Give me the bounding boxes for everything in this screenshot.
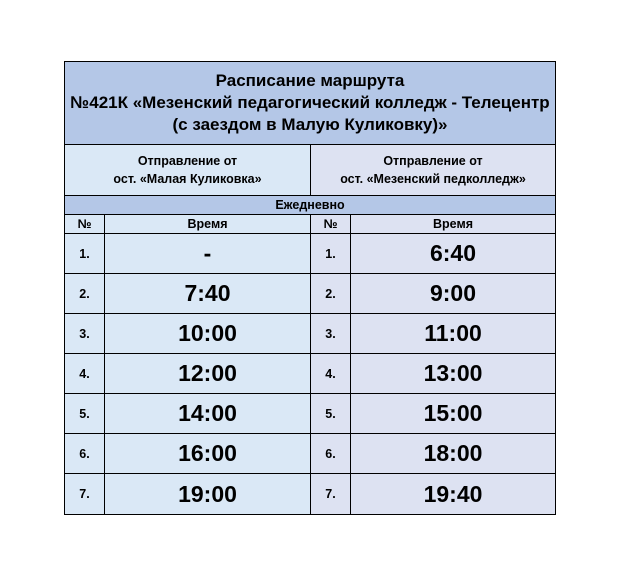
row-number-right: 6.	[311, 434, 351, 473]
departure-right-line-1: Отправление от	[383, 154, 483, 168]
column-header-time-right: Время	[351, 215, 555, 233]
title-line-1: Расписание маршрута	[215, 71, 405, 90]
table-row	[65, 474, 555, 514]
schedule-table	[64, 61, 556, 515]
row-number-left: 1.	[65, 234, 105, 273]
departure-time-left: -	[105, 234, 311, 273]
departure-time-right: 6:40	[351, 234, 555, 273]
column-header-row	[65, 215, 555, 234]
column-header-num-left: №	[65, 215, 105, 233]
departure-time-left: 10:00	[105, 314, 311, 353]
row-number-right: 5.	[311, 394, 351, 433]
row-number-left: 2.	[65, 274, 105, 313]
row-number-left: 6.	[65, 434, 105, 473]
departure-time-right: 11:00	[351, 314, 555, 353]
table-row	[65, 234, 555, 274]
departure-time-left: 19:00	[105, 474, 311, 514]
table-row	[65, 314, 555, 354]
row-number-left: 4.	[65, 354, 105, 393]
row-number-right: 7.	[311, 474, 351, 514]
row-number-right: 3.	[311, 314, 351, 353]
departure-time-left: 7:40	[105, 274, 311, 313]
departure-time-right: 18:00	[351, 434, 555, 473]
column-header-num-right: №	[311, 215, 351, 233]
table-row	[65, 394, 555, 434]
row-number-right: 1.	[311, 234, 351, 273]
departure-time-left: 16:00	[105, 434, 311, 473]
departure-right-header	[311, 145, 555, 195]
departure-time-right: 13:00	[351, 354, 555, 393]
departure-time-left: 12:00	[105, 354, 311, 393]
schedule-title	[65, 62, 555, 145]
column-header-time-left: Время	[105, 215, 311, 233]
title-line-2: №421К «Мезенский педагогический колледж - Телецентр	[70, 93, 550, 112]
departure-time-right: 9:00	[351, 274, 555, 313]
table-row	[65, 354, 555, 394]
row-number-right: 4.	[311, 354, 351, 393]
departure-time-right: 15:00	[351, 394, 555, 433]
row-number-left: 7.	[65, 474, 105, 514]
departure-left-line-1: Отправление от	[137, 154, 238, 168]
departure-left-line-2: ост. «Малая Куликовка»	[113, 172, 262, 186]
departure-header-row	[65, 145, 555, 196]
departure-time-right: 19:40	[351, 474, 555, 514]
row-number-right: 2.	[311, 274, 351, 313]
departure-right-line-2: ост. «Мезенский педколледж»	[340, 172, 526, 186]
daily-label: Ежедневно	[65, 196, 555, 215]
departure-time-left: 14:00	[105, 394, 311, 433]
row-number-left: 3.	[65, 314, 105, 353]
title-line-3: (с заездом в Малую Куликовку)»	[172, 115, 448, 134]
table-row	[65, 434, 555, 474]
table-row	[65, 274, 555, 314]
row-number-left: 5.	[65, 394, 105, 433]
departure-left-header	[65, 145, 311, 195]
